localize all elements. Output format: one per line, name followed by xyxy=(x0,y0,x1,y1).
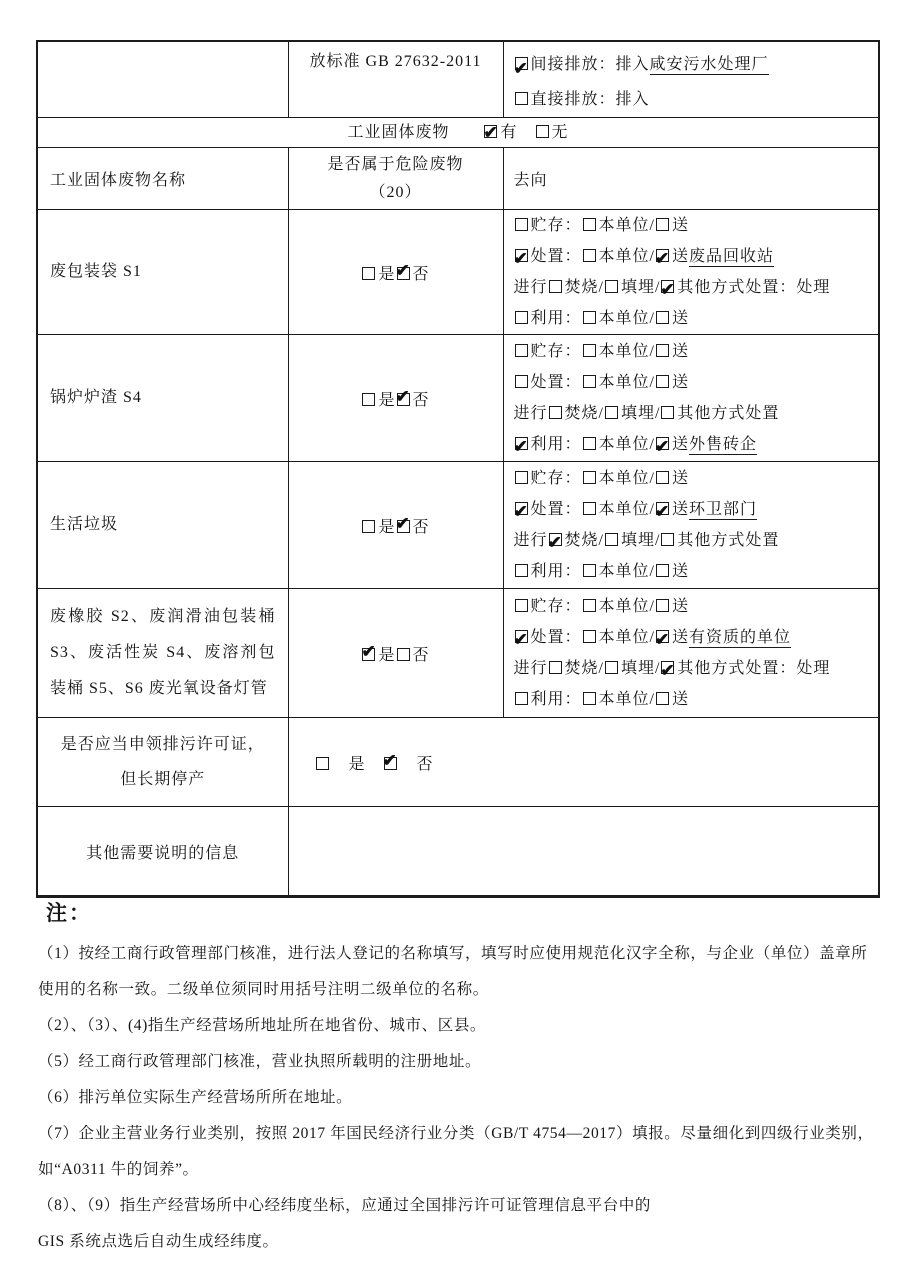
checked-checkbox-icon xyxy=(515,57,528,70)
hazard-cell xyxy=(288,335,503,462)
note-item-4: （6）排污单位实际生产经营场所所在地址。 xyxy=(38,1089,353,1106)
destination-line-storage: 贮存： 本单位/ 送 xyxy=(514,463,879,494)
unchecked-checkbox-icon xyxy=(656,471,669,484)
note-item-6: （8）、（9）指生产经营场所中心经纬度坐标，应通过全国排污许可证管理信息平台中的 xyxy=(38,1197,652,1214)
underlined-fill-in-value: 外售砖企 xyxy=(688,436,757,453)
checked-checkbox-icon xyxy=(661,280,674,293)
unchecked-checkbox-icon xyxy=(656,218,669,231)
waste-row-boiler-slag xyxy=(37,335,879,462)
underlined-fill-in-value: 有资质的单位 xyxy=(688,629,791,646)
underlined-fill-in-value: 废品回收站 xyxy=(688,248,774,265)
waste-name-cell: 废包装袋 S1 xyxy=(37,210,288,335)
waste-row-hazardous-mixed xyxy=(37,589,879,718)
unchecked-checkbox-icon xyxy=(515,375,528,388)
destination-cell xyxy=(503,210,879,335)
header-hazardous-line1: 是否属于危险废物 xyxy=(327,155,464,173)
destination-cell xyxy=(503,462,879,589)
hazard-cell xyxy=(288,210,503,335)
checked-checkbox-icon xyxy=(515,630,528,643)
other-info-row xyxy=(37,807,879,897)
permit-question-label xyxy=(37,718,288,807)
checked-checkbox-icon xyxy=(656,630,669,643)
solid-waste-banner-row xyxy=(37,118,879,148)
waste-name-cell: 生活垃圾 xyxy=(37,462,288,589)
note-item-3: （5）经工商行政管理部门核准，营业执照所载明的注册地址。 xyxy=(38,1053,482,1070)
destination-line-disposal: ✔处置： 本单位/ ✔ 送环卫部门 xyxy=(514,494,879,525)
unchecked-checkbox-icon xyxy=(549,406,562,419)
unchecked-checkbox-icon xyxy=(362,393,375,406)
unchecked-checkbox-icon xyxy=(605,406,618,419)
destination-line-storage: 贮存： 本单位/ 送 xyxy=(514,591,879,622)
unchecked-checkbox-icon xyxy=(583,599,596,612)
other-info-value-cell xyxy=(288,807,879,897)
unchecked-checkbox-icon xyxy=(583,437,596,450)
destination-line-storage: 贮存： 本单位/ 送 xyxy=(514,210,879,241)
checked-checkbox-icon xyxy=(656,502,669,515)
empty-continuation-cell xyxy=(37,41,288,118)
unchecked-checkbox-icon xyxy=(605,661,618,674)
unchecked-checkbox-icon xyxy=(362,267,375,280)
destination-line-disposal: ✔处置： 本单位/ ✔ 送废品回收站 xyxy=(514,241,879,272)
solid-waste-banner-text: 工业固体废物 ✔ 有 无 xyxy=(347,124,568,141)
direct-discharge-line: 直接排放：排入 xyxy=(514,82,879,117)
hazard-choice: 是 ✔ 否 xyxy=(361,519,429,536)
unchecked-checkbox-icon xyxy=(515,92,528,105)
unchecked-checkbox-icon xyxy=(656,564,669,577)
solid-waste-banner-cell xyxy=(37,118,879,148)
checked-checkbox-icon xyxy=(549,533,562,546)
unchecked-checkbox-icon xyxy=(583,471,596,484)
permit-question-row xyxy=(37,718,879,807)
hazard-cell xyxy=(288,589,503,718)
checked-checkbox-icon xyxy=(362,648,375,661)
pollutant-registration-table xyxy=(36,40,880,898)
unchecked-checkbox-icon xyxy=(515,344,528,357)
hazard-choice: ✔是 否 xyxy=(361,647,429,664)
unchecked-checkbox-icon xyxy=(515,311,528,324)
destination-cell xyxy=(503,335,879,462)
checked-checkbox-icon xyxy=(515,437,528,450)
unchecked-checkbox-icon xyxy=(515,692,528,705)
unchecked-checkbox-icon xyxy=(656,311,669,324)
permit-question-line1: 是否应当申领排污许可证， xyxy=(60,736,265,753)
unchecked-checkbox-icon xyxy=(549,280,562,293)
destination-cell xyxy=(503,589,879,718)
unchecked-checkbox-icon xyxy=(536,125,549,138)
header-hazardous-line2: （20） xyxy=(369,183,422,201)
unchecked-checkbox-icon xyxy=(397,648,410,661)
hazard-choice: 是 ✔ 否 xyxy=(361,266,429,283)
destination-line-disposal: ✔处置： 本单位/ ✔ 送有资质的单位 xyxy=(514,622,879,653)
unchecked-checkbox-icon xyxy=(661,533,674,546)
unchecked-checkbox-icon xyxy=(656,599,669,612)
header-waste-name: 工业固体废物名称 xyxy=(37,148,288,210)
waste-name-cell: 废橡胶 S2、废润滑油包装桶 S3、废活性炭 S4、废溶剂包装桶 S5、S6 废光氧设备灯管 xyxy=(37,589,288,718)
checked-checkbox-icon xyxy=(397,393,410,406)
permit-question-line2: 但长期停产 xyxy=(120,771,206,788)
table-header-row xyxy=(37,148,879,210)
checked-checkbox-icon xyxy=(656,249,669,262)
unchecked-checkbox-icon xyxy=(583,344,596,357)
note-item-2: （2）、（3）、(4)指生产经营场所地址所在地省份、城市、区县。 xyxy=(38,1017,487,1034)
underlined-fill-in-value: 环卫部门 xyxy=(688,501,757,518)
unchecked-checkbox-icon xyxy=(362,520,375,533)
unchecked-checkbox-icon xyxy=(316,757,329,770)
checked-checkbox-icon xyxy=(515,502,528,515)
hazard-choice: 是 ✔ 否 xyxy=(361,392,429,409)
indirect-discharge-line: ✔ 间接排放：排入咸安污水处理厂 xyxy=(514,47,879,82)
destination-line-method: 进行 焚烧/ 填埋/ ✔ 其他方式处置：处理 xyxy=(514,653,879,684)
checked-checkbox-icon xyxy=(397,267,410,280)
waste-name-cell: 锅炉炉渣 S4 xyxy=(37,335,288,462)
destination-line-method: 进行 焚烧/ 填埋/ 其他方式处置 xyxy=(513,405,780,422)
note-item-1: （1）按经工商行政管理部门核准，进行法人登记的名称填写，填写时应使用规范化汉字全称，与企业（单位）盖章所使用的名称一致。二级单位须同时用括号注明二级单位的名称。 xyxy=(38,945,868,998)
unchecked-checkbox-icon xyxy=(583,249,596,262)
checked-checkbox-icon xyxy=(484,125,497,138)
waste-row-packaging-bags xyxy=(37,210,879,335)
destination-line-reuse: 利用： 本单位/ 送 xyxy=(514,684,879,715)
destination-line-storage: 贮存： 本单位/ 送 xyxy=(514,336,879,367)
destination-line-reuse: 利用： 本单位/ 送 xyxy=(514,303,879,334)
underlined-fill-in-value: 咸安污水处理厂 xyxy=(649,56,769,73)
note-item-5: （7）企业主营业务行业类别，按照 2017 年国民经济行业分类（GB/T 4754—2017）填报。尽量细化到四级行业类别，如“A0311 牛的饲养”。 xyxy=(38,1125,874,1178)
header-destination: 去向 xyxy=(503,148,879,210)
discharge-mode-cell xyxy=(503,41,879,118)
unchecked-checkbox-icon xyxy=(583,375,596,388)
note-item-6-continued: GIS 系统点选后自动生成经纬度。 xyxy=(38,1233,279,1250)
discharge-standard-text: 放标准 GB 27632-2011 xyxy=(309,53,482,70)
checked-checkbox-icon xyxy=(397,520,410,533)
discharge-standard-row xyxy=(37,41,879,118)
unchecked-checkbox-icon xyxy=(515,599,528,612)
destination-line-reuse: 利用： 本单位/ 送 xyxy=(514,556,879,587)
permit-answer-choice: 是 ✔ 否 xyxy=(315,756,434,773)
unchecked-checkbox-icon xyxy=(661,406,674,419)
unchecked-checkbox-icon xyxy=(583,502,596,515)
unchecked-checkbox-icon xyxy=(583,692,596,705)
unchecked-checkbox-icon xyxy=(656,692,669,705)
destination-line-method: 进行 ✔ 焚烧/ 填埋/ 其他方式处置 xyxy=(514,525,879,556)
destination-line-reuse: ✔利用： 本单位/ ✔ 送外售砖企 xyxy=(514,429,879,460)
header-hazardous xyxy=(288,148,503,210)
unchecked-checkbox-icon xyxy=(605,280,618,293)
unchecked-checkbox-icon xyxy=(605,533,618,546)
unchecked-checkbox-icon xyxy=(583,218,596,231)
unchecked-checkbox-icon xyxy=(515,564,528,577)
destination-line-disposal: 处置： 本单位/ 送 xyxy=(514,367,879,398)
checked-checkbox-icon xyxy=(656,437,669,450)
other-info-label: 其他需要说明的信息 xyxy=(37,807,288,897)
unchecked-checkbox-icon xyxy=(583,564,596,577)
unchecked-checkbox-icon xyxy=(583,630,596,643)
unchecked-checkbox-icon xyxy=(549,661,562,674)
notes-title: 注： xyxy=(46,901,92,925)
checked-checkbox-icon xyxy=(384,757,397,770)
unchecked-checkbox-icon xyxy=(656,375,669,388)
permit-answer-cell xyxy=(288,718,879,807)
waste-row-domestic-garbage xyxy=(37,462,879,589)
unchecked-checkbox-icon xyxy=(515,218,528,231)
unchecked-checkbox-icon xyxy=(656,344,669,357)
destination-line-method: 进行 焚烧/ 填埋/ ✔ 其他方式处置：处理 xyxy=(514,272,879,303)
notes-section xyxy=(38,898,883,1260)
unchecked-checkbox-icon xyxy=(515,471,528,484)
checked-checkbox-icon xyxy=(515,249,528,262)
hazard-cell xyxy=(288,462,503,589)
unchecked-checkbox-icon xyxy=(583,311,596,324)
checked-checkbox-icon xyxy=(661,661,674,674)
discharge-standard-cell xyxy=(288,41,503,118)
